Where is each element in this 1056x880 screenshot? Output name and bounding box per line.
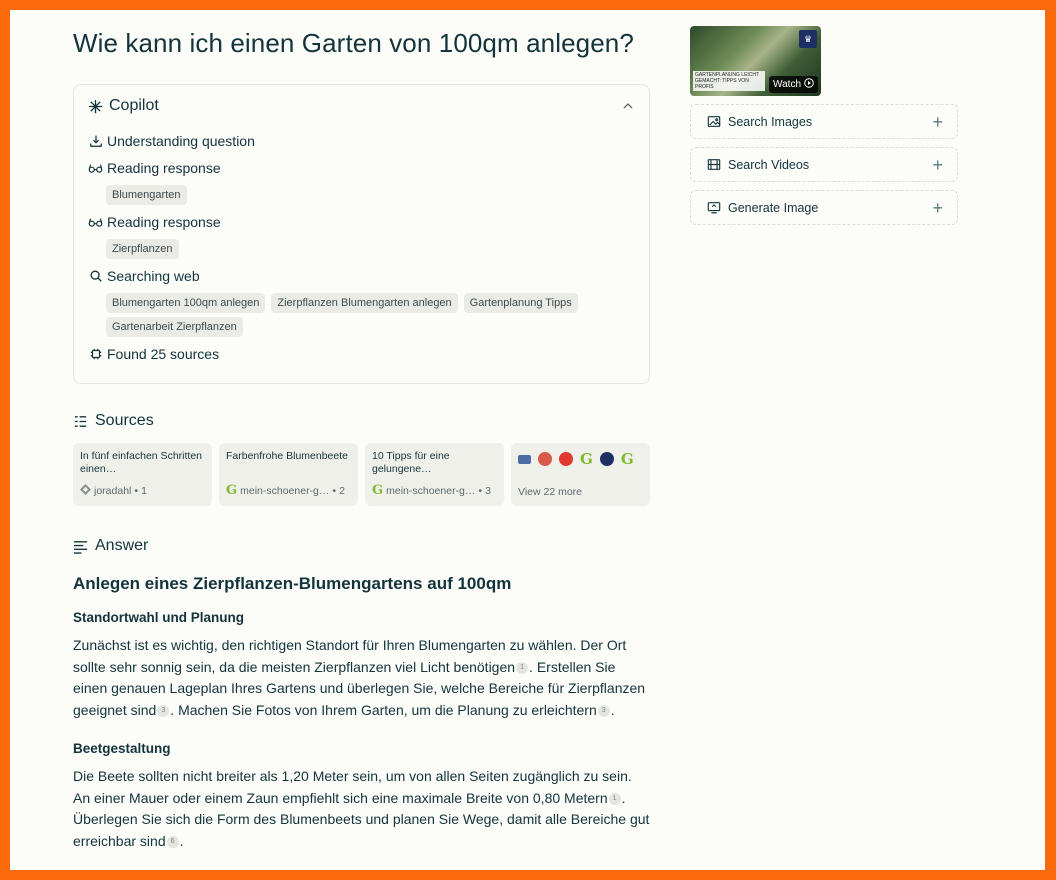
copilot-steps bbox=[88, 131, 635, 364]
answer-text: . Erstellen Sie einen genauen Lageplan Ihres Gartens und überlegen Sie, welche Bereiche für Zierpflanzen geeignet sind bbox=[73, 658, 646, 718]
answer-subheading: Beetgestaltung bbox=[73, 741, 171, 756]
chevron-up-icon[interactable] bbox=[620, 99, 635, 114]
search-videos-button[interactable] bbox=[690, 147, 958, 182]
sources-header bbox=[73, 410, 650, 432]
answer-paragraph bbox=[73, 766, 650, 852]
page-title: Wie kann ich einen Garten von 100qm anlegen? bbox=[73, 28, 634, 58]
copilot-step-chips bbox=[88, 293, 635, 337]
separator-dot: • bbox=[478, 484, 483, 497]
side-button-label: Generate Image bbox=[728, 200, 819, 215]
copilot-step-label: Found 25 sources bbox=[107, 346, 220, 362]
copilot-step bbox=[88, 266, 635, 286]
copilot-step-label: Reading response bbox=[107, 214, 221, 230]
copilot-step bbox=[88, 212, 635, 232]
site-favicon-icon: G bbox=[226, 483, 238, 498]
citation-badge[interactable]: 1 bbox=[516, 662, 528, 674]
source-site: joradahl bbox=[94, 485, 132, 497]
chip-icon bbox=[88, 347, 103, 362]
app-frame bbox=[10, 10, 1045, 870]
answer-text: Die Beete sollten nicht breiter als 1,20 Meter sein, um von allen Seiten zugänglich zu sein. An einer Mauer oder einem Zaun empfiehlt sich eine maximale Breite von 0,80 Metern bbox=[73, 768, 632, 806]
source-number: 3 bbox=[485, 484, 491, 497]
source-number: 2 bbox=[339, 484, 345, 497]
answer-paragraph bbox=[73, 635, 650, 721]
copilot-step bbox=[88, 344, 635, 364]
sidebar bbox=[690, 26, 958, 225]
view-more-label: View 22 more bbox=[518, 486, 583, 498]
more-favicons bbox=[518, 451, 643, 467]
video-thumbnail[interactable] bbox=[690, 26, 821, 96]
glasses-icon bbox=[88, 215, 103, 230]
download-icon bbox=[88, 134, 103, 149]
glasses-icon bbox=[88, 161, 103, 176]
copilot-step-chips bbox=[88, 239, 635, 259]
copilot-label: Copilot bbox=[109, 97, 159, 114]
side-button-left bbox=[706, 114, 812, 129]
answer-text: . Überlegen Sie sich die Form des Blumenbeets und planen Sie Wege, damit alle Bereiche gut erreichbar sind bbox=[73, 789, 650, 849]
site-favicon-icon: G bbox=[620, 450, 634, 468]
answer-text: . bbox=[610, 701, 615, 718]
sources-label: Sources bbox=[95, 412, 154, 429]
source-meta bbox=[80, 484, 147, 498]
watch-label: Watch bbox=[773, 79, 801, 90]
source-title: In fünf einfachen Schritten einen… bbox=[80, 450, 202, 475]
site-favicon-icon bbox=[80, 484, 91, 498]
citation-badge[interactable]: 6 bbox=[167, 836, 179, 848]
answer-icon bbox=[73, 539, 88, 554]
source-number: 1 bbox=[141, 485, 147, 497]
separator-dot: • bbox=[332, 484, 337, 497]
answer-body bbox=[73, 610, 650, 852]
copilot-header[interactable] bbox=[88, 95, 635, 117]
citation-badge[interactable]: 3 bbox=[157, 705, 169, 717]
citation-badge[interactable]: 3 bbox=[598, 705, 610, 717]
answer-label: Answer bbox=[95, 537, 149, 554]
sources-icon bbox=[73, 414, 88, 429]
query-chip: Gartenarbeit Zierpflanzen bbox=[106, 317, 243, 337]
copilot-step-chips bbox=[88, 185, 635, 205]
citation-badge[interactable]: 1 bbox=[609, 793, 621, 805]
search-images-button[interactable] bbox=[690, 104, 958, 139]
generate-image-button[interactable] bbox=[690, 190, 958, 225]
separator-dot: • bbox=[134, 485, 139, 497]
site-favicon-icon bbox=[538, 452, 552, 466]
site-favicon-icon: G bbox=[580, 450, 593, 468]
film-icon bbox=[706, 157, 721, 172]
copilot-step bbox=[88, 131, 635, 151]
answer-text: . bbox=[179, 832, 184, 849]
plus-icon[interactable]: + bbox=[932, 154, 943, 175]
source-title: Farbenfrohe Blumenbeete bbox=[226, 450, 348, 462]
sparkle-icon bbox=[88, 99, 103, 114]
site-favicon-icon bbox=[600, 452, 614, 466]
site-favicon-icon: G bbox=[372, 483, 384, 498]
site-favicon-icon bbox=[559, 452, 573, 466]
answer-subheading: Standortwahl und Planung bbox=[73, 610, 244, 625]
main-column bbox=[73, 10, 650, 852]
side-button-left bbox=[706, 157, 809, 172]
copilot-step-label: Understanding question bbox=[107, 133, 255, 149]
answer-text: Zunächst ist es wichtig, den richtigen Standort für Ihren Blumengarten zu wählen. Der Ort sollte sehr sonnig sein, da die meisten Zierpflanzen viel Licht benötigen bbox=[73, 637, 627, 675]
source-card[interactable] bbox=[219, 443, 358, 506]
source-meta bbox=[372, 483, 491, 498]
source-card[interactable] bbox=[365, 443, 504, 506]
generate-image-icon bbox=[706, 200, 721, 215]
copilot-step-label: Reading response bbox=[107, 160, 221, 176]
side-button-label: Search Images bbox=[728, 114, 813, 129]
copilot-panel bbox=[73, 84, 650, 384]
query-chip: Blumengarten bbox=[106, 185, 187, 205]
source-title: 10 Tipps für eine gelungene… bbox=[372, 450, 450, 475]
site-favicon-icon bbox=[518, 455, 531, 464]
source-card[interactable] bbox=[73, 443, 212, 506]
answer-heading: Anlegen eines Zierpflanzen-Blumengartens auf 100qm bbox=[73, 574, 512, 593]
copilot-step bbox=[88, 158, 635, 178]
source-meta bbox=[226, 483, 345, 498]
sources-list bbox=[73, 443, 650, 506]
channel-logo-icon: ♛ bbox=[799, 30, 817, 48]
watch-button[interactable] bbox=[769, 76, 818, 93]
side-button-label: Search Videos bbox=[728, 157, 810, 172]
plus-icon[interactable]: + bbox=[932, 111, 943, 132]
view-more-sources[interactable] bbox=[511, 443, 650, 506]
side-button-left bbox=[706, 200, 818, 215]
search-icon bbox=[88, 269, 103, 284]
source-site: mein-schoener-g… bbox=[386, 484, 476, 497]
answer-text: . Machen Sie Fotos von Ihrem Garten, um die Planung zu erleichtern bbox=[170, 701, 597, 718]
image-icon bbox=[706, 114, 721, 129]
copilot-step-label: Searching web bbox=[107, 268, 200, 284]
play-icon bbox=[804, 78, 814, 91]
answer-header bbox=[73, 535, 650, 557]
query-chip: Zierpflanzen Blumengarten anlegen bbox=[271, 293, 457, 313]
query-chip: Gartenplanung Tipps bbox=[464, 293, 578, 313]
video-caption: GARTENPLANUNG LEICHT GEMACHT: TIPPS VON PROFIS bbox=[693, 71, 765, 91]
query-chip: Zierpflanzen bbox=[106, 239, 179, 259]
query-chip: Blumengarten 100qm anlegen bbox=[106, 293, 265, 313]
plus-icon[interactable]: + bbox=[932, 197, 943, 218]
source-site: mein-schoener-g… bbox=[240, 484, 330, 497]
